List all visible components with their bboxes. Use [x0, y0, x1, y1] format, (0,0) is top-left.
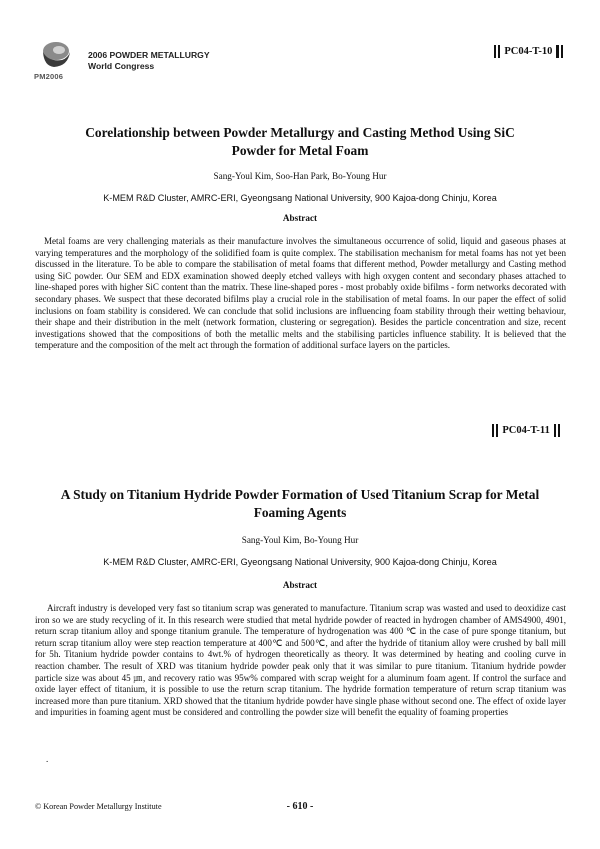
congress-title: [88, 50, 210, 72]
code-bar-icon: [561, 45, 563, 58]
paper-authors-2: Sang-Youl Kim, Bo-Young Hur: [241, 535, 359, 545]
trailing-mark: .: [46, 754, 49, 764]
paper-title-2: [40, 486, 560, 522]
paper-code-1: [493, 44, 564, 58]
logo-text: PM2006: [34, 72, 64, 81]
paper-title-line: Foaming Agents: [253, 505, 347, 520]
abstract-heading-1: Abstract: [282, 213, 318, 223]
paper-code-label: PC04-T-11: [502, 424, 550, 436]
page-number: - 610 -: [286, 801, 314, 812]
code-bar-icon: [498, 45, 500, 58]
code-bar-icon: [556, 45, 558, 58]
code-bar-icon: [492, 424, 494, 437]
code-bar-icon: [554, 424, 556, 437]
paper-title-line: A Study on Titanium Hydride Powder Formation of Used Titanium Scrap for Metal: [60, 487, 540, 502]
paper-affiliation-2: K-MEM R&D Cluster, AMRC-ERI, Gyeongsang National University, 900 Kajoa-dong Chinju, Korea: [103, 557, 497, 567]
paper-title-1: [40, 124, 560, 160]
congress-line-1: 2006 POWDER METALLURGY: [88, 50, 210, 60]
congress-line-2: World Congress: [88, 61, 155, 71]
abstract-body-1: Metal foams are very challenging materials as their manufacture involves the simultaneous occurrence of solid, liquid and gaseous phases at varying temperatures and the morphology of the solidified foam is quite complex. The stabilisation mechanism for metal foams has not yet been discussed in the literature. To be able to compare the stabilisation of metal foams that different method, Powder metallurgy and Casting method using SiC powder. Our SEM and EDX examination showed deeply etched valleys with high oxygen content and secondary phases attached to line-shaped pores with higher SiC content than the matrix. These line-shaped pores - most probably oxide bifilms - form networks decorated with secondary phases. We suspect that these decorated bifilms play a crucial role in the stabilisation of metal foams. In our paper the effect of solid inclusions on foam stability is considered. We can conclude that solid inclusions are influencing foam stability through their wetting behaviour, their shape and their distribution in the melt (network formation, clustering or segregation). Besides the particle concentration and size, recent investigations showed that the compositions of both the metallic melts and the stabilising particles influence stability. It is believed that the temperature and the composition of the melt act through the formation of additional surface layers on the particles.: [35, 236, 566, 351]
abstract-body-2: Aircraft industry is developed very fast so titanium scrap was generated to manufacture. Titanium scrap was wasted and used to deoxidize cast iron so we are study recycling of it. In this research were studied that metal hydride powder of reacted in hydrogen chamber of AMS4900, 4901, return scrap titanium alloy and sponge titanium granule. The temperature of hydrogenation was 400 ℃ in the case of pure sponge titanium, but return scrap titanium alloy were step reaction temperature at 400℃ and 500℃, and after the hydride of titanium alloy were crushed by ball mill for 5h. Titanium hydride powder contains to 4wt.% of hydrogen theoretically as theory. It was determined by heating and cooling curve in reaction chamber. The result of XRD was titanium hydride powder peak only that it was similar to pure titanium. Titanium hydride powder particle size was about 45 ㎛, and recovery ratio was 95w% compared with scrap weight for a aluminum foam agent. If control the surface and oxide layer effect of titanium, it is possible to use the return scrap titanium. The hydride formation temperature of return scrap titanium was increased more than pure titanium. XRD showed that the titanium hydride powder have single phase without second one. The effect of oxide layer and impurities in foaming agent must be considered and controlling the powder size will benefit the equality of foaming properties: [35, 603, 566, 718]
code-bar-icon: [494, 45, 496, 58]
paper-authors-1: Sang-Youl Kim, Soo-Han Park, Bo-Young Hur: [213, 171, 387, 181]
copyright-text: © Korean Powder Metallurgy Institute: [35, 802, 162, 811]
paper-affiliation-1: K-MEM R&D Cluster, AMRC-ERI, Gyeongsang National University, 900 Kajoa-dong Chinju, Korea: [103, 193, 497, 203]
paper-code-2: [491, 423, 561, 437]
code-bar-icon: [496, 424, 498, 437]
paper-code-label: PC04-T-10: [504, 45, 553, 57]
code-bar-icon: [558, 424, 560, 437]
paper-title-line: Powder for Metal Foam: [231, 143, 369, 158]
paper-title-line: Corelationship between Powder Metallurgy and Casting Method Using SiC: [85, 125, 515, 140]
abstract-heading-2: Abstract: [282, 580, 318, 590]
